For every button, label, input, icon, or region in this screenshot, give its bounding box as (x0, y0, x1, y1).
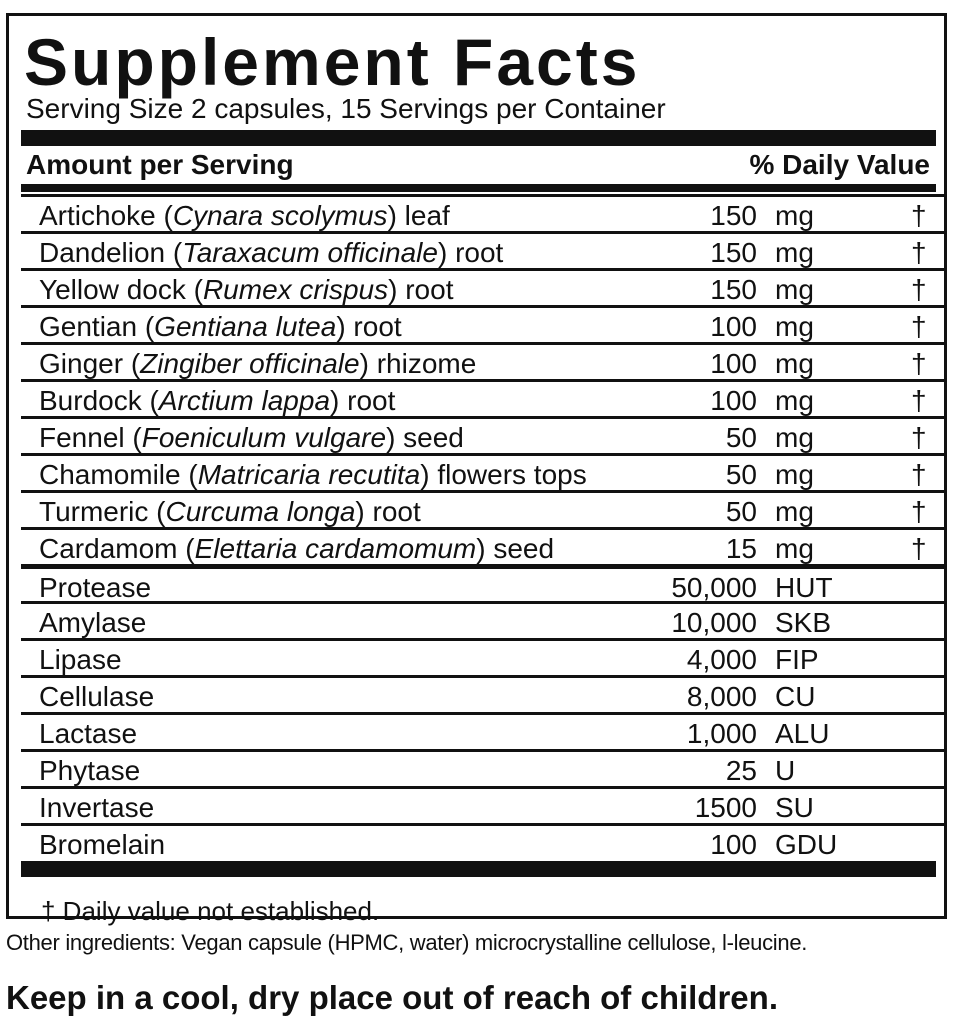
ingredient-common-name: Invertase (39, 792, 155, 823)
ingredient-unit: mg (775, 385, 814, 416)
ingredient-latin-name: Arctium lappa (158, 385, 331, 416)
ingredient-latin-name: Elettaria cardamomum (194, 533, 477, 564)
table-row (21, 712, 947, 749)
ingredient-unit: mg (775, 422, 814, 453)
ingredient-name (39, 422, 464, 454)
ingredient-name (39, 644, 122, 676)
ingredient-name (39, 200, 450, 232)
ingredient-common-name: Artichoke ( (39, 200, 173, 231)
ingredient-name (39, 572, 151, 604)
ingredient-unit: mg (775, 237, 814, 268)
daily-value-dagger: † (911, 533, 927, 564)
ingredient-unit: U (775, 755, 796, 786)
ingredient-plant-part: ) seed (476, 533, 555, 564)
ingredient-unit: SU (775, 792, 814, 823)
table-row (21, 379, 947, 416)
amount-per-serving-header: Amount per Serving (26, 149, 294, 180)
daily-value-dagger: † (911, 422, 927, 453)
ingredient-amount: 50 (725, 459, 757, 490)
table-row (21, 342, 947, 379)
ingredient-amount: 100 (710, 829, 757, 860)
table-row (21, 786, 947, 823)
ingredient-amount: 50 (725, 422, 757, 453)
daily-value-dagger: † (911, 274, 927, 305)
ingredient-unit: ALU (775, 718, 830, 749)
ingredient-common-name: Cellulase (39, 681, 155, 712)
ingredient-common-name: Lipase (39, 644, 122, 675)
ingredient-unit: GDU (775, 829, 838, 860)
other-ingredients: Other ingredients: Vegan capsule (HPMC, water) microcrystalline cellulose, l-leucine. (6, 930, 808, 955)
thick-divider-bottom (21, 861, 936, 877)
ingredient-amount: 50 (725, 496, 757, 527)
daily-value-dagger: † (911, 496, 927, 527)
ingredient-unit: mg (775, 274, 814, 305)
table-row (21, 490, 947, 527)
table-row (21, 823, 947, 860)
ingredient-unit: mg (775, 348, 814, 379)
ingredient-unit: FIP (775, 644, 819, 675)
daily-value-footnote: † Daily value not established. (41, 896, 380, 926)
ingredient-common-name: Protease (39, 572, 152, 603)
ingredient-common-name: Chamomile ( (39, 459, 198, 490)
ingredient-unit: SKB (775, 607, 832, 638)
table-row (21, 231, 947, 268)
ingredient-common-name: Burdock ( (39, 385, 159, 416)
table-row (21, 564, 947, 601)
table-row (21, 268, 947, 305)
table-row (21, 194, 947, 231)
ingredient-common-name: Bromelain (39, 829, 166, 860)
ingredient-plant-part: ) rhizome (359, 348, 477, 379)
ingredient-amount: 50,000 (671, 572, 757, 603)
ingredient-name (39, 829, 165, 861)
ingredient-name (39, 755, 140, 787)
daily-value-dagger: † (911, 459, 927, 490)
ingredient-name (39, 385, 395, 417)
ingredient-unit: HUT (775, 572, 833, 603)
ingredient-table (21, 194, 947, 860)
ingredient-latin-name: Foeniculum vulgare (141, 422, 387, 453)
ingredient-name (39, 718, 137, 750)
ingredient-amount: 1,000 (686, 718, 757, 749)
ingredient-plant-part: ) root (355, 496, 421, 527)
ingredient-latin-name: Curcuma longa (165, 496, 356, 527)
ingredient-latin-name: Cynara scolymus (172, 200, 388, 231)
ingredient-name (39, 459, 587, 491)
table-row (21, 749, 947, 786)
ingredient-latin-name: Taraxacum officinale (182, 237, 438, 268)
ingredient-common-name: Turmeric ( (39, 496, 166, 527)
ingredient-common-name: Phytase (39, 755, 141, 786)
ingredient-unit: mg (775, 459, 814, 490)
daily-value-dagger: † (911, 348, 927, 379)
ingredient-name (39, 274, 453, 306)
ingredient-amount: 8,000 (686, 681, 757, 712)
ingredient-unit: CU (775, 681, 816, 712)
ingredient-name (39, 348, 476, 380)
table-row (21, 453, 947, 490)
ingredient-name (39, 311, 402, 343)
table-row (21, 675, 947, 712)
supplement-facts-panel (6, 13, 947, 926)
ingredient-plant-part: ) seed (386, 422, 464, 453)
ingredient-name (39, 681, 154, 713)
ingredient-amount: 150 (710, 200, 757, 231)
daily-value-dagger: † (911, 385, 927, 416)
ingredient-latin-name: Zingiber officinale (140, 348, 360, 379)
ingredient-common-name: Yellow dock ( (39, 274, 203, 305)
table-row (21, 416, 947, 453)
ingredient-plant-part: ) flowers tops (420, 459, 587, 490)
ingredient-common-name: Lactase (39, 718, 138, 749)
ingredient-latin-name: Gentiana lutea (154, 311, 337, 342)
panel-title: Supplement Facts (24, 25, 641, 99)
table-row (21, 527, 947, 564)
ingredient-common-name: Ginger ( (39, 348, 141, 379)
ingredient-amount: 150 (710, 274, 757, 305)
ingredient-common-name: Fennel ( (39, 422, 142, 453)
ingredient-latin-name: Rumex crispus (202, 274, 389, 305)
ingredient-amount: 100 (710, 385, 757, 416)
ingredient-unit: mg (775, 496, 814, 527)
serving-size: Serving Size 2 capsules, 15 Servings per Container (26, 93, 666, 124)
ingredient-amount: 25 (725, 755, 757, 786)
ingredient-name (39, 496, 421, 528)
ingredient-common-name: Amylase (39, 607, 147, 638)
thick-divider-header (21, 184, 936, 192)
ingredient-amount: 100 (710, 311, 757, 342)
ingredient-amount: 100 (710, 348, 757, 379)
ingredient-amount: 10,000 (671, 607, 757, 638)
thick-divider-top (21, 130, 936, 146)
daily-value-header: % Daily Value (749, 149, 930, 180)
daily-value-dagger: † (911, 237, 927, 268)
ingredient-plant-part: ) root (388, 274, 454, 305)
ingredient-unit: mg (775, 533, 814, 564)
ingredient-amount: 1500 (694, 792, 757, 823)
ingredient-amount: 15 (725, 533, 757, 564)
table-row (21, 305, 947, 342)
ingredient-name (39, 533, 554, 565)
ingredient-plant-part: ) root (437, 237, 504, 268)
ingredient-plant-part: ) leaf (387, 200, 450, 231)
ingredient-unit: mg (775, 200, 814, 231)
ingredient-name (39, 607, 146, 639)
ingredient-common-name: Gentian ( (39, 311, 155, 342)
ingredient-name (39, 237, 503, 269)
ingredient-amount: 4,000 (686, 644, 757, 675)
daily-value-dagger: † (911, 200, 927, 231)
ingredient-unit: mg (775, 311, 814, 342)
table-row (21, 638, 947, 675)
daily-value-dagger: † (911, 311, 927, 342)
ingredient-latin-name: Matricaria recutita (197, 459, 421, 490)
ingredient-plant-part: ) root (336, 311, 402, 342)
ingredient-name (39, 792, 154, 824)
ingredient-common-name: Dandelion ( (39, 237, 183, 268)
ingredient-common-name: Cardamom ( (39, 533, 195, 564)
ingredient-amount: 150 (710, 237, 757, 268)
storage-warning: Keep in a cool, dry place out of reach of children. (6, 979, 778, 1016)
ingredient-plant-part: ) root (330, 385, 396, 416)
table-row (21, 601, 947, 638)
